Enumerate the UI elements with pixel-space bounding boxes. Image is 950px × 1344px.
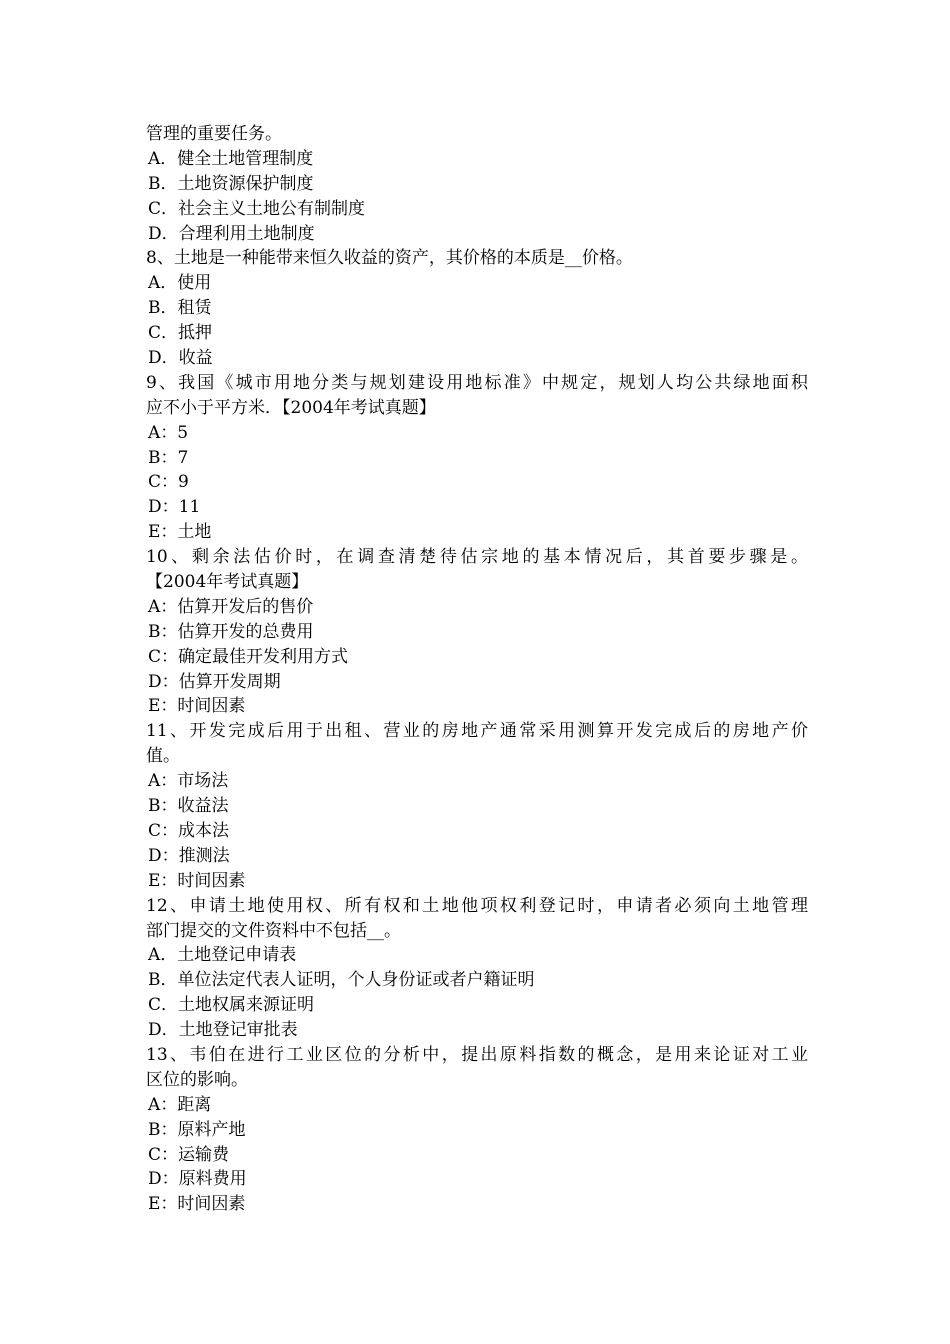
question-text-line: 管理的重要任务。 xyxy=(146,124,282,144)
answer-option: B：7 xyxy=(148,447,189,468)
answer-option: D：推测法 xyxy=(148,845,230,866)
question-text-line: 【2004年考试真题】 xyxy=(146,572,309,593)
answer-option: A：距离 xyxy=(148,1094,212,1115)
question-text-line: 部门提交的文件资料中不包括__。 xyxy=(146,920,401,941)
answer-option: A．健全土地管理制度 xyxy=(148,148,314,169)
answer-option: E：时间因素 xyxy=(148,870,246,891)
question-text-line: 应不小于平方米．【2004年考试真题】 xyxy=(146,397,436,418)
answer-option: B：原料产地 xyxy=(148,1119,246,1140)
question-text-line: 10、剩余法估价时，在调查清楚待估宗地的基本情况后，其首要步骤是。 xyxy=(146,547,808,568)
answer-option: A：市场法 xyxy=(148,771,229,792)
answer-option: B．租赁 xyxy=(148,298,212,319)
answer-option: C：9 xyxy=(148,472,189,493)
answer-option: A：估算开发后的售价 xyxy=(148,596,314,617)
question-text-line: 13、韦伯在进行工业区位的分析中，提出原料指数的概念，是用来论证对工业 xyxy=(146,1044,808,1065)
answer-option: C．抵押 xyxy=(148,323,213,344)
answer-option: D．土地登记审批表 xyxy=(148,1020,298,1041)
answer-option: B．土地资源保护制度 xyxy=(148,173,314,194)
document-page xyxy=(146,122,808,1217)
answer-option: D：11 xyxy=(148,497,201,518)
answer-option: C：运输费 xyxy=(148,1144,230,1165)
answer-option: E：土地 xyxy=(148,522,212,543)
answer-option: D．收益 xyxy=(148,348,213,369)
answer-option: C．社会主义土地公有制制度 xyxy=(148,198,366,219)
answer-option: E：时间因素 xyxy=(148,696,246,717)
answer-option: A．使用 xyxy=(148,273,212,294)
answer-option: B：收益法 xyxy=(148,796,229,817)
question-text-line: 11、开发完成后用于出租、营业的房地产通常采用测算开发完成后的房地产价 xyxy=(146,721,808,742)
answer-option: C：确定最佳开发利用方式 xyxy=(148,646,349,667)
answer-option: A．土地登记申请表 xyxy=(148,945,297,966)
answer-option: B．单位法定代表人证明，个人身份证或者户籍证明 xyxy=(148,970,535,991)
answer-option: C：成本法 xyxy=(148,820,230,841)
answer-option: C．土地权属来源证明 xyxy=(148,995,315,1016)
question-text-line: 值。 xyxy=(146,746,180,767)
answer-option: A：5 xyxy=(148,422,189,443)
answer-option: E：时间因素 xyxy=(148,1194,246,1215)
question-text-line: 区位的影响。 xyxy=(146,1069,248,1090)
question-text-line: 12、申请土地使用权、所有权和土地他项权利登记时，申请者必须向土地管理 xyxy=(146,895,808,916)
answer-option: D：原料费用 xyxy=(148,1169,247,1190)
answer-option: B：估算开发的总费用 xyxy=(148,621,314,642)
question-text-line: 9、我国《城市用地分类与规划建设用地标准》中规定，规划人均公共绿地面积 xyxy=(146,372,808,393)
answer-option: D：估算开发周期 xyxy=(148,671,281,692)
answer-option: D．合理利用土地制度 xyxy=(148,223,315,244)
question-text-line: 8、土地是一种能带来恒久收益的资产，其价格的本质是__价格。 xyxy=(146,248,633,269)
